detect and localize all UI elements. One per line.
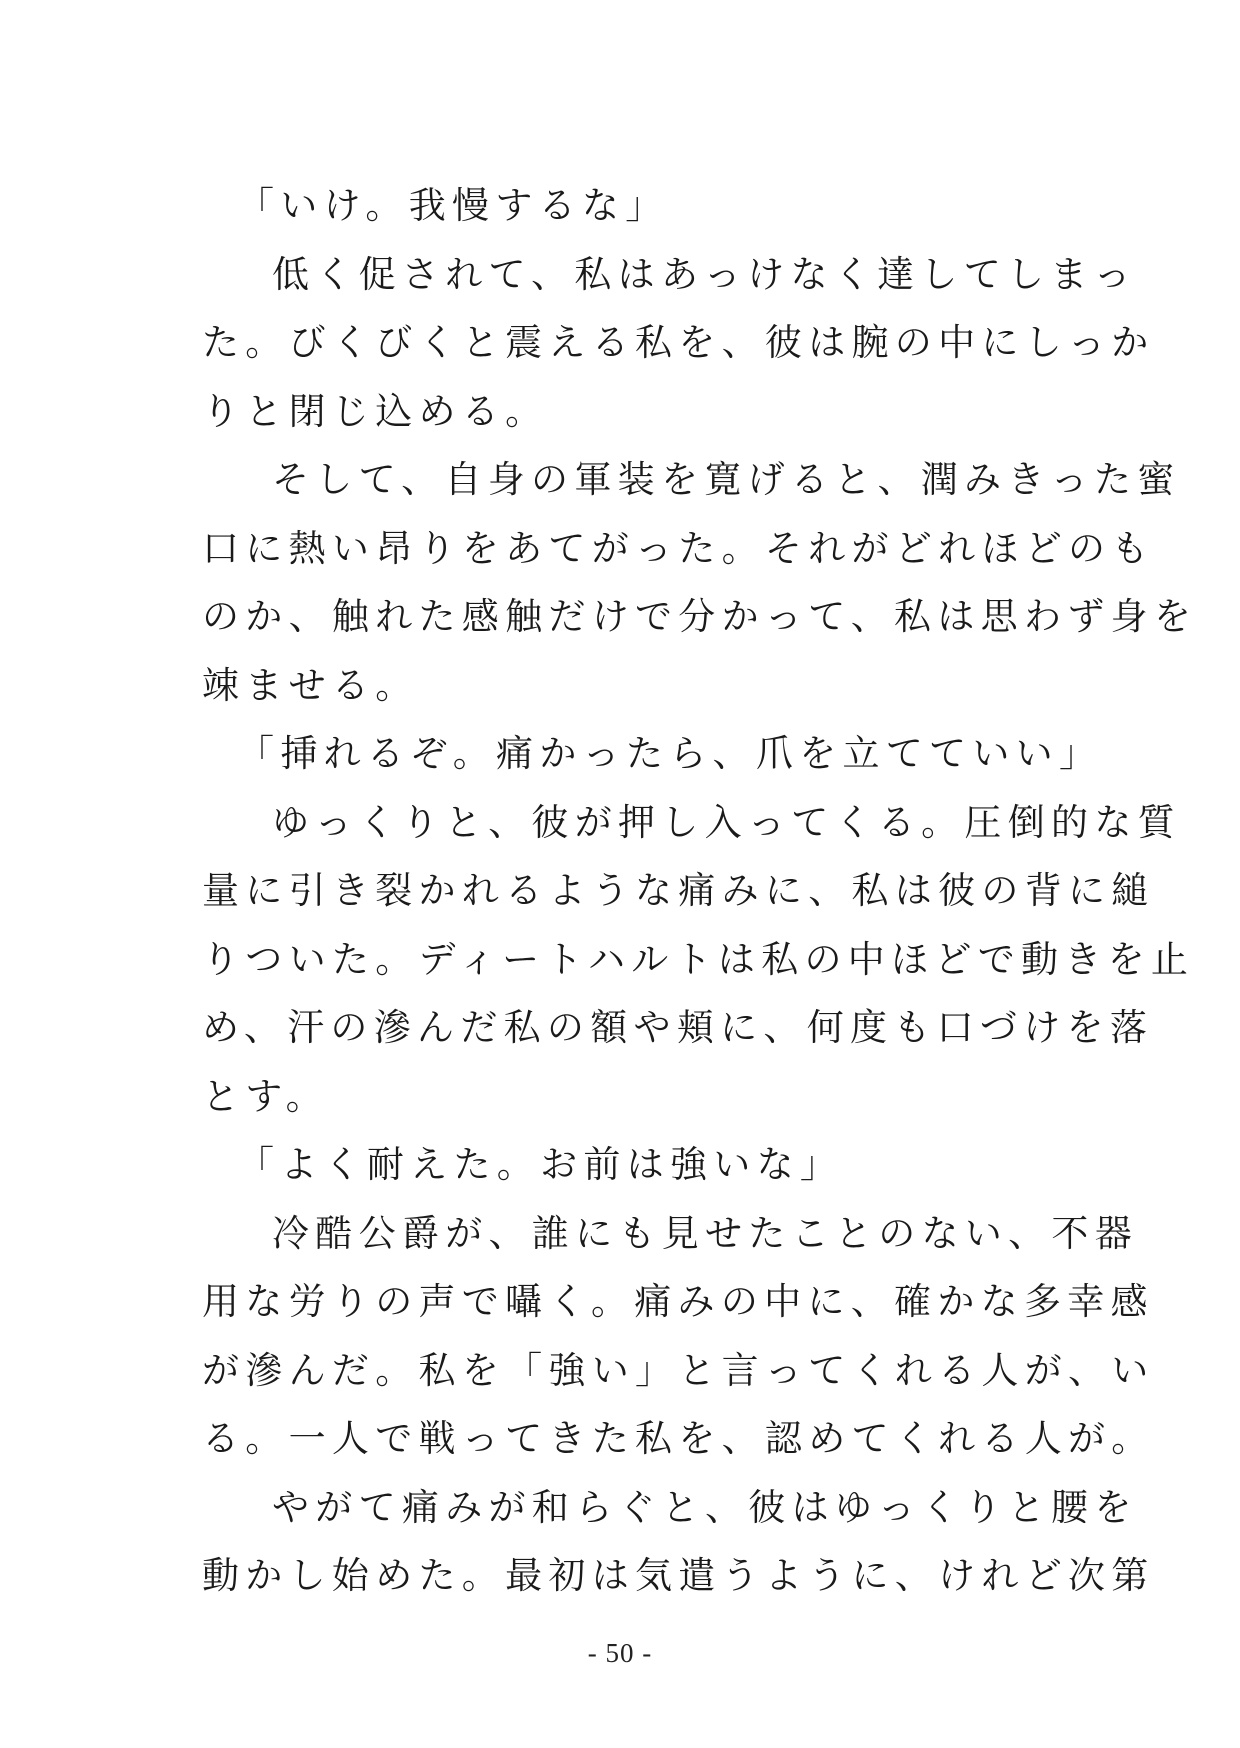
page-number: - 50 - <box>587 1638 653 1668</box>
text-line: そして、自身の軍装を寛げると、潤みきった蜜 <box>272 458 1181 501</box>
text-line: 「挿れるぞ。痛かったら、爪を立てていい」 <box>237 732 1103 775</box>
text-line: りと閉じ込める。 <box>202 389 549 433</box>
text-line: 冷酷公爵が、誰にも見せたことのない、不器 <box>272 1211 1138 1255</box>
text-line: る。一人で戦ってきた私を、認めてくれる人が。 <box>202 1417 1155 1460</box>
text-line: め、汗の滲んだ私の額や頬に、何度も口づけを落 <box>202 1006 1154 1049</box>
text-line: 「よく耐えた。お前は強いな」 <box>237 1143 844 1186</box>
text-line: やがて痛みが和らぐと、彼はゆっくりと腰を <box>272 1485 1138 1529</box>
text-line: 「いけ。我慢するな」 <box>237 184 669 227</box>
text-line: りついた。ディートハルトは私の中ほどで動きを止 <box>202 937 1195 981</box>
text-line: ゆっくりと、彼が押し入ってくる。圧倒的な質 <box>272 800 1181 844</box>
text-line: 口に熱い昂りをあてがった。それがどれほどのも <box>202 526 1155 570</box>
text-line: とす。 <box>202 1074 329 1118</box>
text-line: のか、触れた感触だけで分かって、私は思わず身を <box>202 595 1198 638</box>
text-line: 用な労りの声で囁く。痛みの中に、確かな多幸感 <box>202 1280 1154 1323</box>
text-line: が滲んだ。私を「強い」と言ってくれる人が、い <box>202 1348 1155 1392</box>
text-line: 量に引き裂かれるような痛みに、私は彼の背に縋 <box>202 869 1155 912</box>
text-line: 動かし始めた。最初は気遣うように、けれど次第 <box>202 1554 1155 1597</box>
text-line: 低く促されて、私はあっけなく達してしまっ <box>272 252 1137 296</box>
text-line: 竦ませる。 <box>202 663 419 707</box>
body-text <box>202 172 1198 1611</box>
text-line: た。びくびくと震える私を、彼は腕の中にしっか <box>202 321 1155 364</box>
